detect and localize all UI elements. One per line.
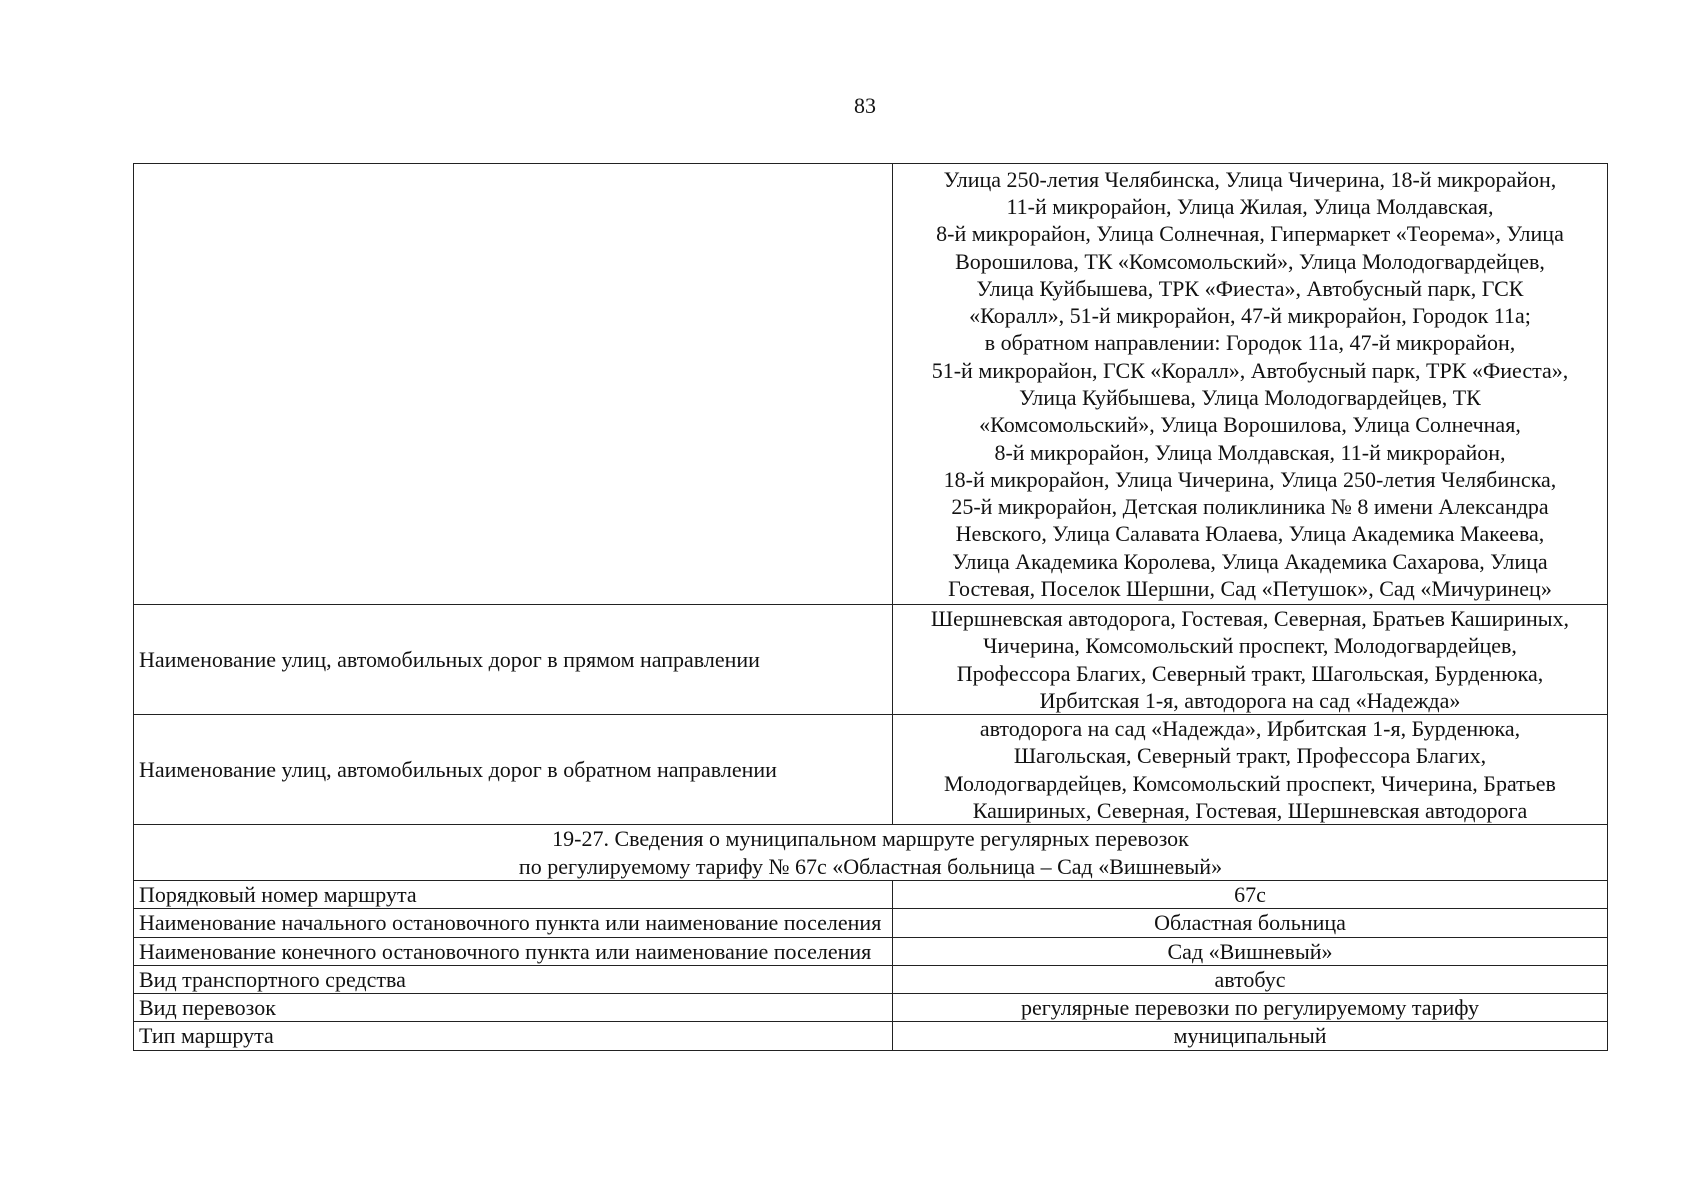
row-value: регулярные перевозки по регулируемому тарифу: [893, 994, 1608, 1022]
table-row-section-heading: [134, 825, 1608, 881]
stops-line: Улица Куйбышева, ТРК «Фиеста», Автобусный парк, ГСК: [976, 275, 1524, 301]
row-label-line: поселения: [773, 938, 872, 964]
stops-line: Гостевая, Поселок Шершни, Сад «Петушок», Сад «Мичуринец»: [948, 576, 1552, 602]
table-row: [134, 909, 1608, 937]
stops-line: 25-й микрорайон, Детская поликлиника № 8 имени Александра: [951, 494, 1549, 520]
reverse-streets-value: [893, 715, 1608, 825]
continued-stops-cell: [893, 164, 1608, 605]
table-row: [134, 1022, 1608, 1050]
stops-line: Невского, Улица Салавата Юлаева, Улица Академика Макеева,: [955, 521, 1545, 547]
row-label: [134, 909, 893, 937]
forward-streets-value: [893, 605, 1608, 715]
stops-line: 51-й микрорайон, ГСК «Коралл», Автобусный парк, ТРК «Фиеста»,: [931, 357, 1569, 383]
street-line: Кашириных, Северная, Гостевая, Шершневская автодорога: [972, 798, 1528, 824]
forward-streets-label: Наименование улиц, автомобильных дорог в прямом направлении: [134, 605, 893, 715]
row-value: 67с: [893, 880, 1608, 908]
street-line: Шагольская, Северный тракт, Профессора Благих,: [1013, 743, 1487, 769]
table-row-reverse-streets: [134, 715, 1608, 825]
row-label: Порядковый номер маршрута: [134, 880, 893, 908]
stops-line: 8-й микрорайон, Улица Солнечная, Гипермаркет «Теорема», Улица: [936, 221, 1564, 247]
stops-line: 11-й микрорайон, Улица Жилая, Улица Молдавская,: [1006, 193, 1494, 219]
row-label-line: Наименование начального остановочного пункта или наименование: [139, 910, 779, 936]
row-value: автобус: [893, 965, 1608, 993]
street-line: Молодогвардейцев, Комсомольский проспект, Чичерина, Братьев: [944, 770, 1556, 796]
street-line: автодорога на сад «Надежда», Ирбитская 1-я, Бурденюка,: [979, 716, 1521, 742]
street-line: Шершневская автодорога, Гостевая, Северная, Братьев Кашириных,: [930, 606, 1570, 631]
row-label: Вид транспортного средства: [134, 965, 893, 993]
street-line: Ирбитская 1-я, автодорога на сад «Надежда»: [1039, 687, 1461, 713]
row-label: Тип маршрута: [134, 1022, 893, 1050]
row-label-line: поселения: [783, 910, 882, 936]
stops-line: Улица Академика Королева, Улица Академика Сахарова, Улица: [952, 548, 1548, 574]
table-row: [134, 965, 1608, 993]
page-number: 83: [854, 93, 876, 118]
row-value: муниципальный: [893, 1022, 1608, 1050]
table-row-continued-stops: [134, 164, 1608, 605]
stops-line: «Комсомольский», Улица Ворошилова, Улица Солнечная,: [979, 412, 1521, 438]
stops-line: Улица 250-летия Челябинска, Улица Чичерина, 18-й микрорайон,: [943, 166, 1557, 192]
table-row-forward-streets: [134, 605, 1608, 715]
row-label: [134, 937, 893, 965]
stops-line: Ворошилова, ТК «Комсомольский», Улица Молодогвардейцев,: [955, 248, 1545, 274]
stops-line: 18-й микрорайон, Улица Чичерина, Улица 250-летия Челябинска,: [943, 466, 1557, 492]
table-row: [134, 937, 1608, 965]
continued-row-left-cell: [134, 164, 893, 605]
street-line: Чичерина, Комсомольский проспект, Молодогвардейцев,: [983, 633, 1517, 659]
stops-line: в обратном направлении: Городок 11а, 47-й микрорайон,: [984, 330, 1516, 356]
stops-line: «Коралл», 51-й микрорайон, 47-й микрорайон, Городок 11а;: [969, 303, 1531, 329]
stops-line: Улица Куйбышева, Улица Молодогвардейцев, ТК: [1019, 385, 1481, 410]
table-row: [134, 880, 1608, 908]
row-value: Сад «Вишневый»: [893, 937, 1608, 965]
route-info-table: [133, 163, 1608, 1051]
street-line: Профессора Благих, Северный тракт, Шагольская, Бурденюка,: [956, 660, 1544, 686]
table-row: [134, 994, 1608, 1022]
reverse-streets-label: Наименование улиц, автомобильных дорог в обратном направлении: [134, 715, 893, 825]
stops-line: 8-й микрорайон, Улица Молдавская, 11-й микрорайон,: [994, 439, 1506, 465]
row-label: Вид перевозок: [134, 994, 893, 1022]
section-heading-line: 19-27. Сведения о муниципальном маршруте регулярных перевозок: [552, 826, 1189, 852]
row-label-line: Наименование конечного остановочного пункта или наименование: [139, 938, 769, 964]
section-heading-line: по регулируемому тарифу № 67с «Областная больница – Сад «Вишневый»: [518, 853, 1223, 879]
section-heading: [134, 825, 1608, 881]
row-value: Областная больница: [893, 909, 1608, 937]
